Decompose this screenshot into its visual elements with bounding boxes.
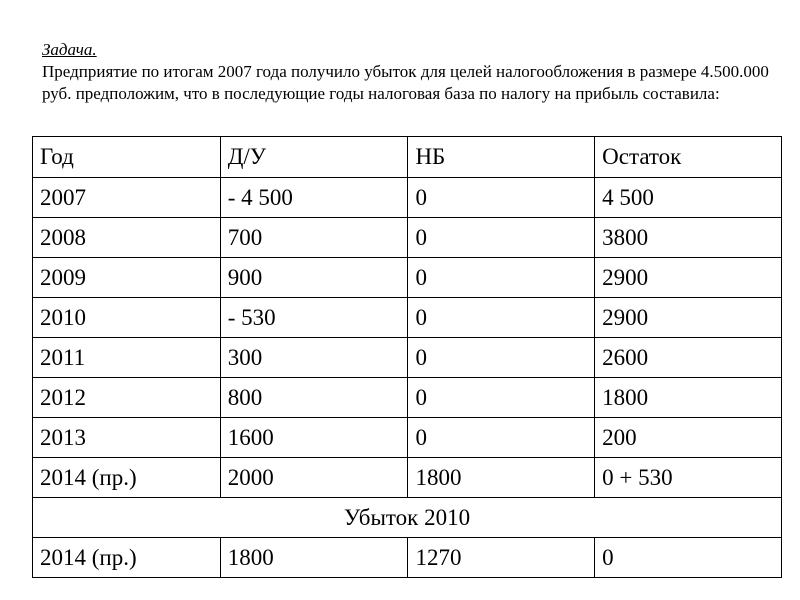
cell-year: 2014 (пр.) xyxy=(33,538,221,578)
table-row xyxy=(33,338,782,378)
merged-loss-label: Убыток 2010 xyxy=(33,498,782,538)
cell-tax-base: 1270 xyxy=(408,538,595,578)
cell-remainder: 0 xyxy=(595,538,782,578)
table-row xyxy=(33,258,782,298)
cell-income-loss: 700 xyxy=(220,218,408,258)
cell-year: 2008 xyxy=(33,218,221,258)
cell-remainder: 4 500 xyxy=(595,178,782,218)
merged-row xyxy=(33,498,782,538)
header-tax-base: НБ xyxy=(408,137,595,178)
cell-tax-base: 0 xyxy=(408,418,595,458)
cell-remainder: 3800 xyxy=(595,218,782,258)
cell-income-loss: - 4 500 xyxy=(220,178,408,218)
cell-income-loss: 1600 xyxy=(220,418,408,458)
cell-tax-base: 0 xyxy=(408,298,595,338)
loss-carryforward-table xyxy=(32,136,782,578)
cell-remainder: 1800 xyxy=(595,378,782,418)
cell-tax-base: 1800 xyxy=(408,458,595,498)
table-row xyxy=(33,298,782,338)
table-row xyxy=(33,378,782,418)
table-row xyxy=(33,218,782,258)
cell-remainder: 200 xyxy=(595,418,782,458)
cell-tax-base: 0 xyxy=(408,178,595,218)
header-year: Год xyxy=(33,137,221,178)
cell-income-loss: 1800 xyxy=(220,538,408,578)
cell-remainder: 2600 xyxy=(595,338,782,378)
cell-year: 2014 (пр.) xyxy=(33,458,221,498)
cell-remainder: 2900 xyxy=(595,258,782,298)
cell-tax-base: 0 xyxy=(408,378,595,418)
cell-year: 2010 xyxy=(33,298,221,338)
table-header-row xyxy=(33,137,782,178)
cell-year: 2013 xyxy=(33,418,221,458)
cell-income-loss: 900 xyxy=(220,258,408,298)
cell-year: 2007 xyxy=(33,178,221,218)
cell-remainder: 0 + 530 xyxy=(595,458,782,498)
cell-tax-base: 0 xyxy=(408,218,595,258)
cell-income-loss: - 530 xyxy=(220,298,408,338)
cell-income-loss: 800 xyxy=(220,378,408,418)
task-block xyxy=(42,39,772,105)
table-row xyxy=(33,458,782,498)
cell-remainder: 2900 xyxy=(595,298,782,338)
table-row xyxy=(33,538,782,578)
table-row xyxy=(33,418,782,458)
cell-income-loss: 2000 xyxy=(220,458,408,498)
header-remainder: Остаток xyxy=(595,137,782,178)
table-row xyxy=(33,178,782,218)
cell-year: 2009 xyxy=(33,258,221,298)
cell-income-loss: 300 xyxy=(220,338,408,378)
task-title: Задача. xyxy=(42,40,97,59)
cell-year: 2011 xyxy=(33,338,221,378)
cell-year: 2012 xyxy=(33,378,221,418)
cell-tax-base: 0 xyxy=(408,338,595,378)
cell-tax-base: 0 xyxy=(408,258,595,298)
header-income-loss: Д/У xyxy=(220,137,408,178)
task-text: Предприятие по итогам 2007 года получило убыток для целей налогообложения в размере 4.500.000 руб. предположим, что в последующие годы налоговая база по налогу на прибыль составила: xyxy=(42,62,769,103)
